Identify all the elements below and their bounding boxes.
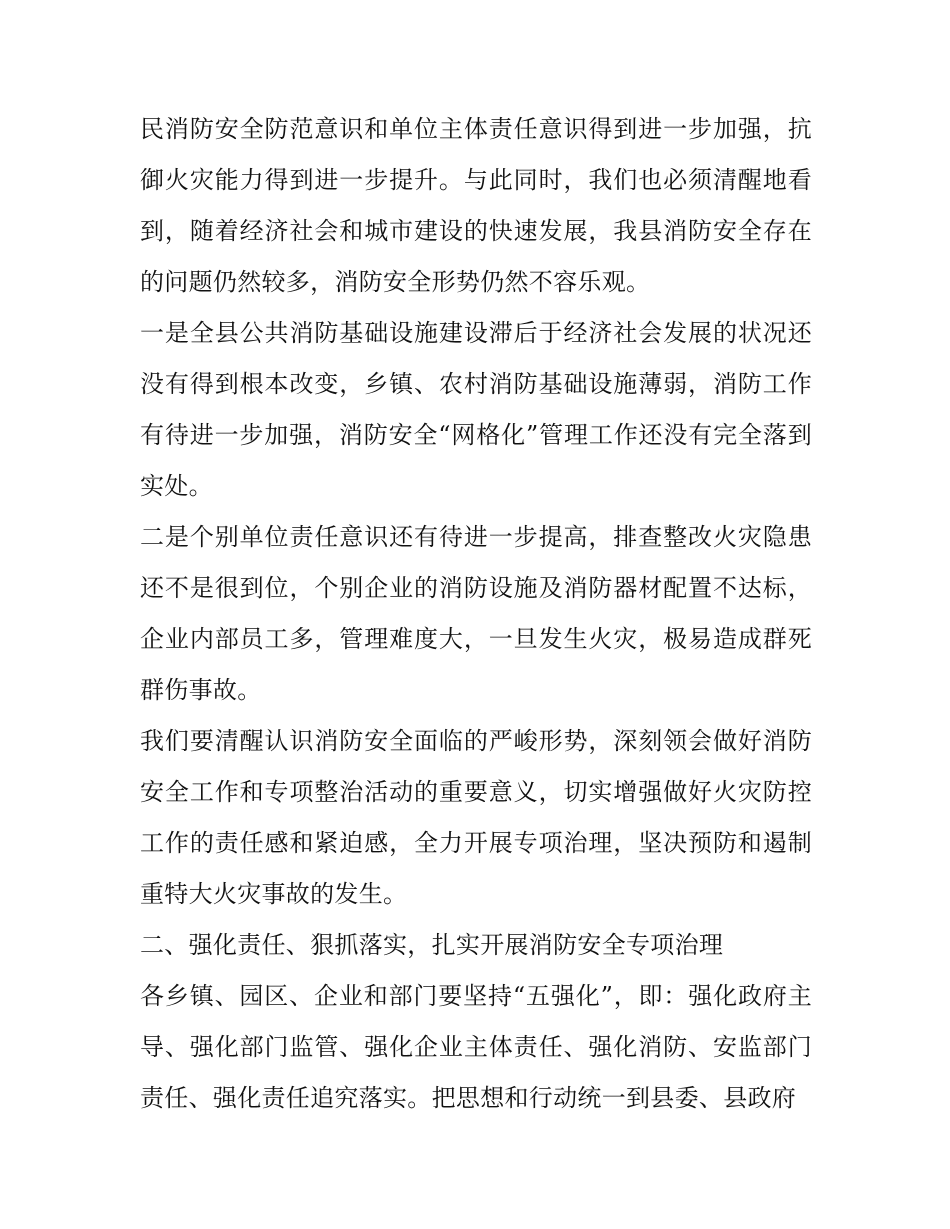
paragraph-1: 民消防安全防范意识和单位主体责任意识得到进一步加强，抗御火灾能力得到进一步提升。与此同时，我们也必须清醒地看到，随着经济社会和城市建设的快速发展，我县消防安全存在的问题仍然较多，消防安全形势仍然不容乐观。 <box>140 115 812 296</box>
section-heading: 二、强化责任、狠抓落实，扎实开展消防安全专项治理 <box>140 931 724 959</box>
paragraph-4: 我们要清醒认识消防安全面临的严峻形势，深刻领会做好消防安全工作和专项整治活动的重要意义，切实增强做好火灾防控工作的责任感和紧迫感，全力开展专项治理，坚决预防和遏制重特大火灾事故的发生。 <box>140 727 812 908</box>
document-body <box>140 104 812 1124</box>
paragraph-3: 二是个别单位责任意识还有待进一步提高，排查整改火灾隐患还不是很到位，个别企业的消防设施及消防器材配置不达标，企业内部员工多，管理难度大，一旦发生火灾，极易造成群死群伤事故。 <box>140 523 812 704</box>
paragraph-5: 各乡镇、园区、企业和部门要坚持“五强化”，即：强化政府主导、强化部门监管、强化企业主体责任、强化消防、安监部门责任、强化责任追究落实。把思想和行动统一到县委、县政府 <box>140 982 812 1112</box>
paragraph-2: 一是全县公共消防基础设施建设滞后于经济社会发展的状况还没有得到根本改变，乡镇、农村消防基础设施薄弱，消防工作有待进一步加强，消防安全“网格化”管理工作还没有完全落到实处。 <box>140 319 812 500</box>
